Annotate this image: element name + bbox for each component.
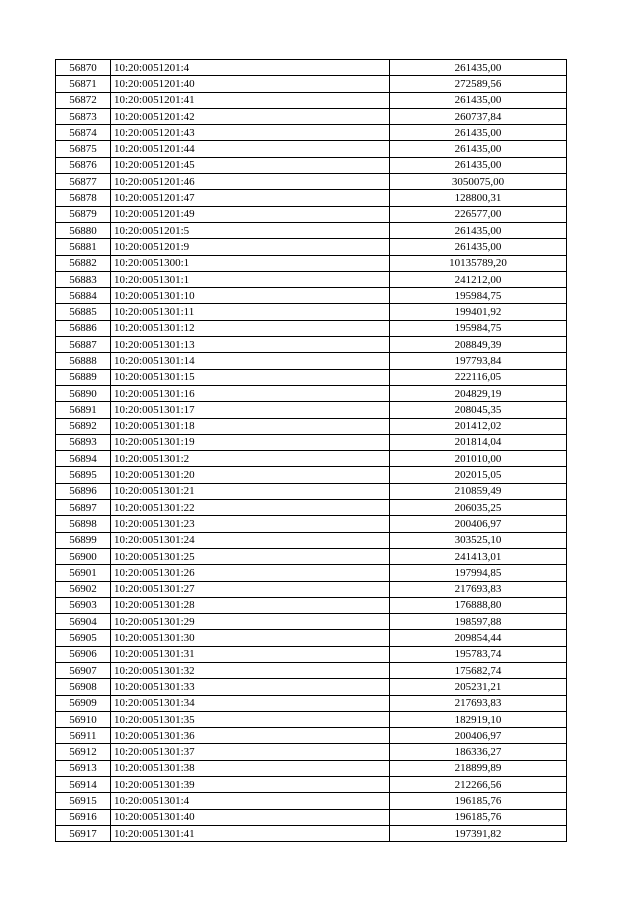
row-number-cell: 56894: [56, 451, 111, 467]
cadastral-value-cell: 261435,00: [390, 157, 567, 173]
row-number-cell: 56870: [56, 60, 111, 76]
row-number-cell: 56886: [56, 320, 111, 336]
cadastral-number-cell: 10:20:0051301:34: [111, 695, 390, 711]
table-row: [56, 728, 567, 744]
table-row: [56, 467, 567, 483]
row-number-cell: 56885: [56, 304, 111, 320]
cadastral-number-cell: 10:20:0051301:41: [111, 825, 390, 841]
cadastral-number-cell: 10:20:0051301:38: [111, 760, 390, 776]
cadastral-number-cell: 10:20:0051201:47: [111, 190, 390, 206]
row-number-cell: 56903: [56, 597, 111, 613]
cadastral-number-cell: 10:20:0051301:17: [111, 402, 390, 418]
table-row: [56, 809, 567, 825]
cadastral-value-cell: 261435,00: [390, 222, 567, 238]
table-row: [56, 76, 567, 92]
cadastral-number-cell: 10:20:0051201:41: [111, 92, 390, 108]
cadastral-number-cell: 10:20:0051301:4: [111, 793, 390, 809]
cadastral-value-cell: 176888,80: [390, 597, 567, 613]
table-row: [56, 271, 567, 287]
row-number-cell: 56908: [56, 679, 111, 695]
cadastral-number-cell: 10:20:0051301:14: [111, 353, 390, 369]
table-row: [56, 418, 567, 434]
cadastral-value-cell: 128800,31: [390, 190, 567, 206]
table-row: [56, 744, 567, 760]
row-number-cell: 56871: [56, 76, 111, 92]
table-row: [56, 304, 567, 320]
cadastral-number-cell: 10:20:0051300:1: [111, 255, 390, 271]
cadastral-number-cell: 10:20:0051301:19: [111, 434, 390, 450]
cadastral-number-cell: 10:20:0051201:46: [111, 174, 390, 190]
cadastral-number-cell: 10:20:0051301:25: [111, 548, 390, 564]
table-row: [56, 125, 567, 141]
cadastral-value-cell: 201010,00: [390, 451, 567, 467]
row-number-cell: 56878: [56, 190, 111, 206]
table-row: [56, 92, 567, 108]
table-row: [56, 141, 567, 157]
table-row: [56, 548, 567, 564]
cadastral-value-cell: 209854,44: [390, 630, 567, 646]
cadastral-number-cell: 10:20:0051201:45: [111, 157, 390, 173]
cadastral-number-cell: 10:20:0051301:27: [111, 581, 390, 597]
table-row: [56, 760, 567, 776]
cadastral-number-cell: 10:20:0051301:40: [111, 809, 390, 825]
table-row: [56, 581, 567, 597]
table-row: [56, 532, 567, 548]
table-row: [56, 451, 567, 467]
cadastral-number-cell: 10:20:0051301:29: [111, 614, 390, 630]
cadastral-value-cell: 226577,00: [390, 206, 567, 222]
cadastral-value-cell: 206035,25: [390, 500, 567, 516]
table-row: [56, 320, 567, 336]
table-row: [56, 711, 567, 727]
table-row: [56, 662, 567, 678]
row-number-cell: 56914: [56, 777, 111, 793]
table-row: [56, 695, 567, 711]
cadastral-number-cell: 10:20:0051301:10: [111, 288, 390, 304]
table-row: [56, 222, 567, 238]
row-number-cell: 56875: [56, 141, 111, 157]
cadastral-number-cell: 10:20:0051201:49: [111, 206, 390, 222]
cadastral-value-cell: 212266,56: [390, 777, 567, 793]
table-row: [56, 500, 567, 516]
table-row: [56, 385, 567, 401]
row-number-cell: 56915: [56, 793, 111, 809]
table-row: [56, 255, 567, 271]
cadastral-number-cell: 10:20:0051301:32: [111, 662, 390, 678]
cadastral-value-cell: 261435,00: [390, 60, 567, 76]
row-number-cell: 56895: [56, 467, 111, 483]
cadastral-value-cell: 261435,00: [390, 92, 567, 108]
cadastral-value-cell: 208849,39: [390, 337, 567, 353]
row-number-cell: 56893: [56, 434, 111, 450]
row-number-cell: 56898: [56, 516, 111, 532]
table-row: [56, 369, 567, 385]
row-number-cell: 56906: [56, 646, 111, 662]
cadastral-number-cell: 10:20:0051301:11: [111, 304, 390, 320]
cadastral-number-cell: 10:20:0051301:33: [111, 679, 390, 695]
cadastral-value-cell: 197793,84: [390, 353, 567, 369]
table-row: [56, 108, 567, 124]
cadastral-number-cell: 10:20:0051201:5: [111, 222, 390, 238]
table-row: [56, 434, 567, 450]
cadastral-value-cell: 197391,82: [390, 825, 567, 841]
row-number-cell: 56884: [56, 288, 111, 304]
cadastral-value-cell: 208045,35: [390, 402, 567, 418]
cadastral-number-cell: 10:20:0051301:13: [111, 337, 390, 353]
cadastral-number-cell: 10:20:0051301:35: [111, 711, 390, 727]
cadastral-value-cell: 195783,74: [390, 646, 567, 662]
cadastral-value-cell: 222116,05: [390, 369, 567, 385]
row-number-cell: 56912: [56, 744, 111, 760]
cadastral-number-cell: 10:20:0051301:24: [111, 532, 390, 548]
row-number-cell: 56904: [56, 614, 111, 630]
row-number-cell: 56880: [56, 222, 111, 238]
cadastral-value-cell: 303525,10: [390, 532, 567, 548]
row-number-cell: 56891: [56, 402, 111, 418]
cadastral-value-cell: 217693,83: [390, 581, 567, 597]
row-number-cell: 56887: [56, 337, 111, 353]
row-number-cell: 56911: [56, 728, 111, 744]
row-number-cell: 56882: [56, 255, 111, 271]
cadastral-value-cell: 260737,84: [390, 108, 567, 124]
cadastral-value-cell: 241413,01: [390, 548, 567, 564]
row-number-cell: 56909: [56, 695, 111, 711]
cadastral-number-cell: 10:20:0051201:40: [111, 76, 390, 92]
cadastral-value-cell: 217693,83: [390, 695, 567, 711]
cadastral-value-cell: 210859,49: [390, 483, 567, 499]
table-row: [56, 565, 567, 581]
cadastral-number-cell: 10:20:0051301:15: [111, 369, 390, 385]
cadastral-number-cell: 10:20:0051301:36: [111, 728, 390, 744]
cadastral-value-cell: 3050075,00: [390, 174, 567, 190]
row-number-cell: 56899: [56, 532, 111, 548]
cadastral-value-cell: 205231,21: [390, 679, 567, 695]
cadastral-number-cell: 10:20:0051301:18: [111, 418, 390, 434]
cadastral-number-cell: 10:20:0051201:44: [111, 141, 390, 157]
row-number-cell: 56900: [56, 548, 111, 564]
table-row: [56, 353, 567, 369]
table-row: [56, 646, 567, 662]
table-row: [56, 157, 567, 173]
cadastral-value-cell: 261435,00: [390, 141, 567, 157]
cadastral-value-cell: 261435,00: [390, 239, 567, 255]
table-row: [56, 825, 567, 841]
table-row: [56, 60, 567, 76]
cadastral-value-cell: 261435,00: [390, 125, 567, 141]
table-row: [56, 483, 567, 499]
row-number-cell: 56916: [56, 809, 111, 825]
cadastral-value-cell: 241212,00: [390, 271, 567, 287]
table-row: [56, 679, 567, 695]
table-row: [56, 239, 567, 255]
table-row: [56, 516, 567, 532]
table-body: [56, 60, 567, 842]
cadastral-value-cell: 175682,74: [390, 662, 567, 678]
row-number-cell: 56902: [56, 581, 111, 597]
cadastral-value-cell: 196185,76: [390, 793, 567, 809]
cadastral-value-cell: 202015,05: [390, 467, 567, 483]
table-row: [56, 402, 567, 418]
row-number-cell: 56917: [56, 825, 111, 841]
cadastral-number-cell: 10:20:0051301:16: [111, 385, 390, 401]
row-number-cell: 56879: [56, 206, 111, 222]
cadastral-value-cell: 201814,04: [390, 434, 567, 450]
cadastral-number-cell: 10:20:0051301:39: [111, 777, 390, 793]
table-row: [56, 206, 567, 222]
cadastral-number-cell: 10:20:0051301:26: [111, 565, 390, 581]
row-number-cell: 56888: [56, 353, 111, 369]
cadastral-value-cell: 198597,88: [390, 614, 567, 630]
cadastral-number-cell: 10:20:0051301:23: [111, 516, 390, 532]
cadastral-value-cell: 218899,89: [390, 760, 567, 776]
cadastral-number-cell: 10:20:0051201:42: [111, 108, 390, 124]
row-number-cell: 56889: [56, 369, 111, 385]
row-number-cell: 56873: [56, 108, 111, 124]
cadastral-value-cell: 200406,97: [390, 728, 567, 744]
table-row: [56, 288, 567, 304]
table-row: [56, 630, 567, 646]
cadastral-number-cell: 10:20:0051201:9: [111, 239, 390, 255]
table-row: [56, 174, 567, 190]
cadastral-number-cell: 10:20:0051301:22: [111, 500, 390, 516]
table-row: [56, 190, 567, 206]
row-number-cell: 56874: [56, 125, 111, 141]
row-number-cell: 56883: [56, 271, 111, 287]
cadastral-number-cell: 10:20:0051201:4: [111, 60, 390, 76]
cadastral-value-cell: 186336,27: [390, 744, 567, 760]
row-number-cell: 56913: [56, 760, 111, 776]
cadastral-value-cell: 196185,76: [390, 809, 567, 825]
row-number-cell: 56881: [56, 239, 111, 255]
row-number-cell: 56896: [56, 483, 111, 499]
row-number-cell: 56897: [56, 500, 111, 516]
row-number-cell: 56877: [56, 174, 111, 190]
cadastral-value-cell: 272589,56: [390, 76, 567, 92]
cadastral-value-cell: 199401,92: [390, 304, 567, 320]
row-number-cell: 56910: [56, 711, 111, 727]
row-number-cell: 56876: [56, 157, 111, 173]
cadastral-value-cell: 10135789,20: [390, 255, 567, 271]
table-row: [56, 597, 567, 613]
cadastral-value-cell: 204829,19: [390, 385, 567, 401]
cadastral-value-cell: 195984,75: [390, 320, 567, 336]
cadastral-number-cell: 10:20:0051301:20: [111, 467, 390, 483]
cadastral-value-cell: 195984,75: [390, 288, 567, 304]
row-number-cell: 56890: [56, 385, 111, 401]
cadastral-number-cell: 10:20:0051301:2: [111, 451, 390, 467]
cadastral-number-cell: 10:20:0051301:21: [111, 483, 390, 499]
table-row: [56, 793, 567, 809]
cadastral-number-cell: 10:20:0051301:28: [111, 597, 390, 613]
cadastral-number-cell: 10:20:0051301:30: [111, 630, 390, 646]
cadastral-value-cell: 197994,85: [390, 565, 567, 581]
cadastral-number-cell: 10:20:0051201:43: [111, 125, 390, 141]
table-row: [56, 337, 567, 353]
row-number-cell: 56872: [56, 92, 111, 108]
row-number-cell: 56892: [56, 418, 111, 434]
cadastral-number-cell: 10:20:0051301:12: [111, 320, 390, 336]
cadastral-number-cell: 10:20:0051301:31: [111, 646, 390, 662]
cadastral-number-cell: 10:20:0051301:1: [111, 271, 390, 287]
table-row: [56, 777, 567, 793]
cadastral-value-cell: 182919,10: [390, 711, 567, 727]
cadastral-number-cell: 10:20:0051301:37: [111, 744, 390, 760]
row-number-cell: 56901: [56, 565, 111, 581]
row-number-cell: 56907: [56, 662, 111, 678]
row-number-cell: 56905: [56, 630, 111, 646]
cadastral-value-cell: 201412,02: [390, 418, 567, 434]
cadastral-value-table: [55, 59, 567, 842]
table-row: [56, 614, 567, 630]
cadastral-value-cell: 200406,97: [390, 516, 567, 532]
